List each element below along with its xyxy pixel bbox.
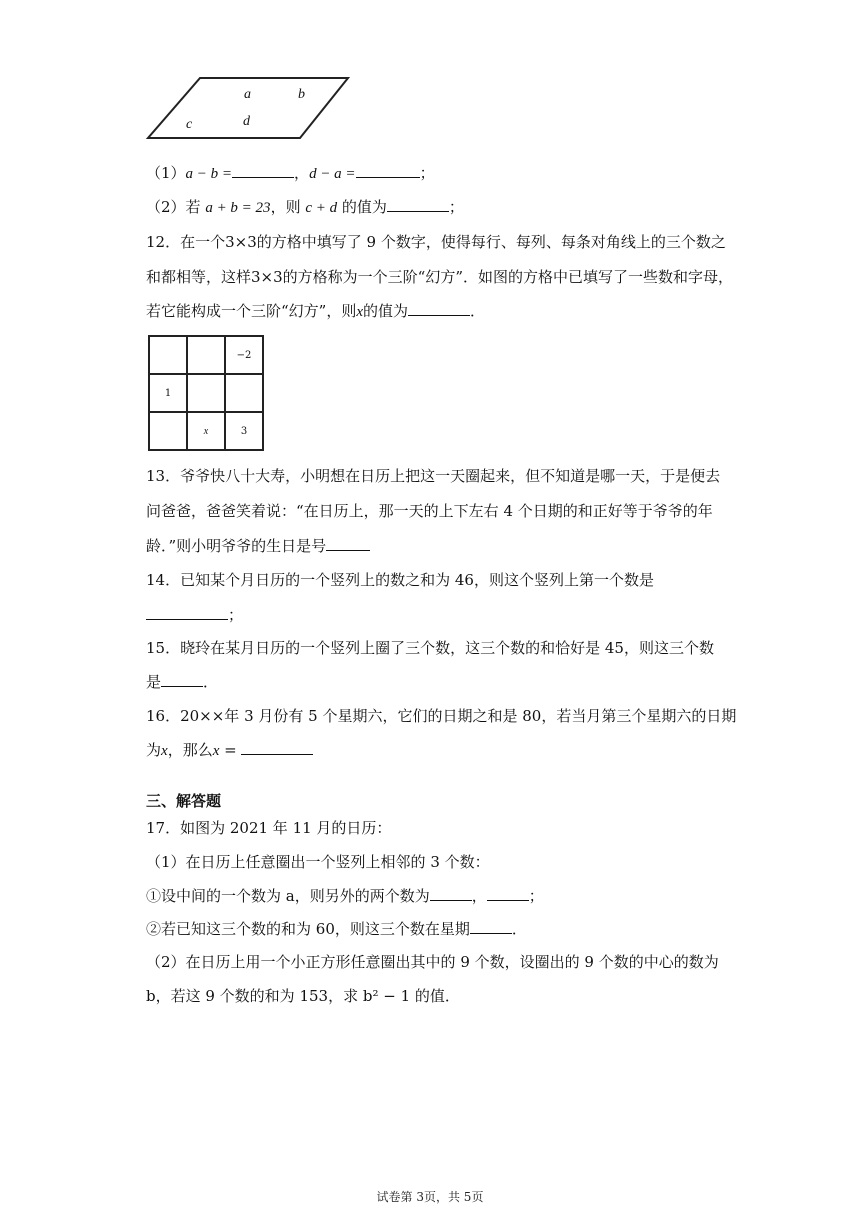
q17-line-3-end: ； [528, 887, 544, 905]
q11-comma: ， [294, 164, 310, 182]
q16-var-x2: x [212, 743, 220, 759]
q17-line-2: （1）在日历上任意圈出一个竖列上相邻的 3 个数： [146, 853, 490, 871]
q13-blank[interactable] [326, 536, 370, 551]
q16-var-x: x [161, 743, 168, 759]
section-heading: 三、解答题 [146, 792, 222, 810]
grid-cell: −2 [225, 336, 263, 374]
q12-line-1: 12．在一个3×3的方格中填写了 9 个数字，使得每行、每列、每条对角线上的三个数之 [146, 233, 726, 251]
q12-var-x: x [356, 304, 364, 320]
q15-blank[interactable] [161, 672, 203, 687]
q11-p2-expr: c + d [305, 200, 338, 216]
grid-cell [187, 374, 225, 412]
q17-line-6: b，若这 9 个数的和为 153，求 b² − 1 的值． [146, 987, 460, 1005]
q17-line-5: （2）在日历上用一个小正方形任意圈出其中的 9 个数，设圈出的 9 个数的中心的数为 [146, 953, 719, 971]
parallelogram-figure [140, 70, 360, 145]
q11-blank-1[interactable] [232, 163, 294, 178]
q16-eq: = [219, 741, 242, 759]
grid-cell: 3 [225, 412, 263, 450]
q11-p2-cond: a + b = 23 [205, 200, 271, 216]
q17-blank-3[interactable] [470, 919, 512, 934]
q11-part2 [146, 197, 464, 218]
q11-expr2: d − a = [309, 166, 356, 182]
q11-expr1: a − b = [185, 166, 233, 182]
q17-blank-1[interactable] [430, 886, 472, 901]
q13-line-2: 问爸爸，爸爸笑着说：“在日历上，那一天的上下左右 4 个日期的和正好等于爷爷的年 [146, 502, 713, 520]
q16-mid: ，那么 [167, 741, 213, 759]
q15-line-2 [146, 672, 218, 692]
q12-line-3 [146, 301, 485, 322]
q17-line-3-pre: ①设中间的一个数为 a，则另外的两个数为 [146, 887, 430, 905]
q12-line-3-end: ． [470, 302, 486, 320]
q16-blank[interactable] [241, 740, 313, 755]
q15-pre: 是 [146, 673, 162, 691]
q16-line-1: 16．20××年 3 月份有 5 个星期六，它们的日期之和是 80，若当月第三个星期六的日期 [146, 707, 737, 725]
figure-label-d: d [243, 114, 250, 129]
q11-part1 [146, 163, 435, 184]
q14-end: ； [228, 606, 244, 624]
q14-line-2 [146, 605, 243, 625]
q14-blank[interactable] [146, 605, 228, 620]
grid-cell: x [187, 412, 225, 450]
q11-p2-tail: 的值为 [337, 198, 387, 216]
q11-end: ； [419, 164, 435, 182]
grid-cell: 1 [149, 374, 187, 412]
q12-line-3-pre: 若它能构成一个三阶“幻方”，则 [146, 302, 357, 320]
figure-label-a: a [244, 87, 251, 102]
q12-line-3-post: 的值为 [363, 302, 409, 320]
q13-line-3 [146, 536, 370, 556]
grid-cell [187, 336, 225, 374]
q16-pre: 为 [146, 741, 162, 759]
grid-cell [149, 412, 187, 450]
q11-p1-label: （1） [146, 164, 186, 182]
q17-line-4 [146, 919, 527, 939]
q14-line-1: 14．已知某个月日历的一个竖列上的数之和为 46，则这个竖列上第一个数是 [146, 571, 654, 589]
q13-line-3-text: 龄．”则小明爷爷的生日是号 [146, 537, 327, 555]
grid-cell [225, 374, 263, 412]
magic-square-grid [148, 335, 264, 451]
q12-line-2: 和都相等，这样3×3的方格称为一个三阶“幻方”．如图的方格中已填写了一些数和字母， [146, 268, 733, 286]
q11-blank-2[interactable] [356, 163, 420, 178]
grid-cell [149, 336, 187, 374]
q15-end: ． [203, 673, 219, 691]
figure-label-b: b [298, 87, 305, 102]
q11-blank-3[interactable] [387, 197, 449, 212]
q17-line-3-comma: ， [471, 887, 487, 905]
q17-line-1: 17．如图为 2021 年 11 月的日历： [146, 819, 392, 837]
q17-blank-2[interactable] [487, 886, 529, 901]
q16-line-2 [146, 740, 313, 761]
q11-p2-label: （2）若 [146, 198, 206, 216]
q13-line-1: 13．爷爷快八十大寿，小明想在日历上把这一天圈起来，但不知道是哪一天，于是便去 [146, 467, 721, 485]
figure-label-c: c [186, 117, 193, 132]
q12-blank[interactable] [408, 301, 470, 316]
page-footer: 试卷第 3页，共 5页 [376, 1190, 484, 1204]
q11-p2-mid: ，则 [270, 198, 306, 216]
q11-p2-end: ； [448, 198, 464, 216]
q15-line-1: 15．晓玲在某月日历的一个竖列上圈了三个数，这三个数的和恰好是 45，则这三个数 [146, 639, 714, 657]
q17-line-4-pre: ②若已知这三个数的和为 60，则这三个数在星期 [146, 920, 470, 938]
q17-line-4-end: ． [511, 920, 527, 938]
q17-line-3 [146, 886, 544, 906]
